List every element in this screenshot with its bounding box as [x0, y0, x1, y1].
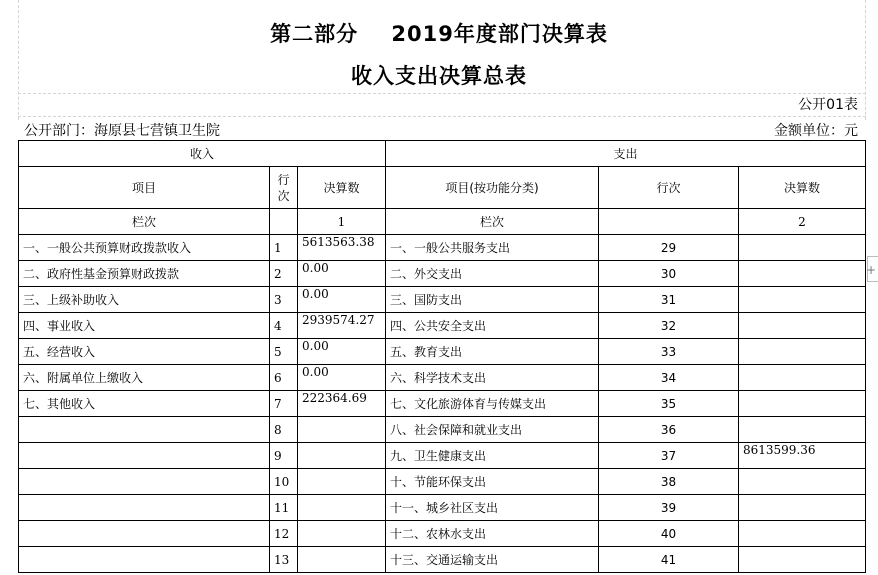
income-amount-cell[interactable]: 0.00: [298, 261, 386, 287]
income-amount-cell[interactable]: [298, 469, 386, 495]
department-label: 公开部门：海原县七营镇卫生院: [24, 123, 220, 139]
column-number-2[interactable]: 2: [739, 209, 866, 235]
income-header[interactable]: 收入: [19, 141, 386, 167]
expense-item-cell[interactable]: 九、卫生健康支出: [386, 443, 599, 469]
expense-amount-cell[interactable]: [739, 469, 866, 495]
expense-line-cell[interactable]: 34: [599, 365, 739, 391]
expense-amount-cell[interactable]: [739, 261, 866, 287]
col-item[interactable]: 项目: [19, 167, 270, 209]
expense-line-cell[interactable]: 41: [599, 547, 739, 573]
table-row: [19, 313, 866, 339]
income-line-cell[interactable]: 7: [270, 391, 298, 417]
table-header-row: [19, 141, 866, 167]
expense-item-cell[interactable]: 六、科学技术支出: [386, 365, 599, 391]
income-item-cell[interactable]: 五、经营收入: [19, 339, 270, 365]
income-amount-cell[interactable]: [298, 547, 386, 573]
income-item-cell[interactable]: [19, 417, 270, 443]
income-line-cell[interactable]: 2: [270, 261, 298, 287]
income-amount-cell[interactable]: [298, 417, 386, 443]
income-item-cell[interactable]: [19, 469, 270, 495]
expense-amount-cell[interactable]: [739, 365, 866, 391]
table-row: [19, 339, 866, 365]
table-row: [19, 391, 866, 417]
income-line-cell[interactable]: 3: [270, 287, 298, 313]
column-label[interactable]: 栏次: [19, 209, 270, 235]
income-line-cell[interactable]: 5: [270, 339, 298, 365]
table-row: [19, 261, 866, 287]
table-row: [19, 495, 866, 521]
expense-amount-cell[interactable]: [739, 417, 866, 443]
income-line-cell[interactable]: 1: [270, 235, 298, 261]
expense-amount-cell[interactable]: 8613599.36: [739, 443, 866, 469]
expense-item-cell[interactable]: 一、一般公共服务支出: [386, 235, 599, 261]
income-line-cell[interactable]: 12: [270, 521, 298, 547]
col-amount-2[interactable]: 决算数: [739, 167, 866, 209]
income-line-cell[interactable]: 4: [270, 313, 298, 339]
expense-item-cell[interactable]: 二、外交支出: [386, 261, 599, 287]
income-amount-cell[interactable]: [298, 495, 386, 521]
expense-line-cell[interactable]: 33: [599, 339, 739, 365]
expense-line-cell[interactable]: 31: [599, 287, 739, 313]
col-amount[interactable]: 决算数: [298, 167, 386, 209]
income-line-cell[interactable]: 9: [270, 443, 298, 469]
expense-line-cell[interactable]: 36: [599, 417, 739, 443]
expense-line-cell[interactable]: 38: [599, 469, 739, 495]
expense-amount-cell[interactable]: [739, 235, 866, 261]
income-amount-cell[interactable]: 0.00: [298, 339, 386, 365]
income-amount-cell[interactable]: [298, 443, 386, 469]
table-row: [19, 417, 866, 443]
report-title: 第二部分 2019年度部门决算表: [270, 22, 608, 46]
income-amount-cell[interactable]: [298, 521, 386, 547]
income-line-cell[interactable]: 13: [270, 547, 298, 573]
expense-line-cell[interactable]: 30: [599, 261, 739, 287]
expense-item-cell[interactable]: 十二、农林水支出: [386, 521, 599, 547]
expense-item-cell[interactable]: 四、公共安全支出: [386, 313, 599, 339]
budget-table: [18, 140, 866, 573]
column-number-row: [19, 209, 866, 235]
col-row-no[interactable]: 行 次: [270, 167, 298, 209]
expense-item-cell[interactable]: 三、国防支出: [386, 287, 599, 313]
expense-line-cell[interactable]: 29: [599, 235, 739, 261]
form-code: 公开01表: [798, 97, 858, 113]
table-row: [19, 235, 866, 261]
income-line-cell[interactable]: 8: [270, 417, 298, 443]
income-item-cell[interactable]: 二、政府性基金预算财政拨款: [19, 261, 270, 287]
income-amount-cell[interactable]: 222364.69: [298, 391, 386, 417]
table-header-row: [19, 167, 866, 209]
gridline: [18, 93, 866, 94]
expense-line-cell[interactable]: 40: [599, 521, 739, 547]
table-row: [19, 365, 866, 391]
expense-item-cell[interactable]: 十一、城乡社区支出: [386, 495, 599, 521]
income-item-cell[interactable]: [19, 547, 270, 573]
income-item-cell[interactable]: [19, 495, 270, 521]
expense-item-cell[interactable]: 七、文化旅游体育与传媒支出: [386, 391, 599, 417]
expense-line-cell[interactable]: 32: [599, 313, 739, 339]
expense-amount-cell[interactable]: [739, 495, 866, 521]
gridline: [18, 116, 866, 117]
income-line-cell[interactable]: 10: [270, 469, 298, 495]
expense-item-cell[interactable]: 五、教育支出: [386, 339, 599, 365]
income-item-cell[interactable]: 六、附属单位上缴收入: [19, 365, 270, 391]
col-row-no-2[interactable]: 行次: [599, 167, 739, 209]
table-row: [19, 469, 866, 495]
expense-amount-cell[interactable]: [739, 547, 866, 573]
income-item-cell[interactable]: 七、其他收入: [19, 391, 270, 417]
expense-item-cell[interactable]: 八、社会保障和就业支出: [386, 417, 599, 443]
income-amount-cell[interactable]: 0.00: [298, 365, 386, 391]
table-row: [19, 287, 866, 313]
income-amount-cell[interactable]: 5613563.38: [298, 235, 386, 261]
expense-line-cell[interactable]: 37: [599, 443, 739, 469]
expand-plus-icon[interactable]: +: [865, 263, 876, 277]
expense-line-cell[interactable]: 35: [599, 391, 739, 417]
income-item-cell[interactable]: 一、一般公共预算财政拨款收入: [19, 235, 270, 261]
expense-amount-cell[interactable]: [739, 287, 866, 313]
income-line-cell[interactable]: 6: [270, 365, 298, 391]
income-amount-cell[interactable]: 0.00: [298, 287, 386, 313]
column-number-1[interactable]: 1: [298, 209, 386, 235]
expense-amount-cell[interactable]: [739, 521, 866, 547]
expense-item-cell[interactable]: 十三、交通运输支出: [386, 547, 599, 573]
empty-cell[interactable]: [599, 209, 739, 235]
expense-header[interactable]: 支出: [386, 141, 866, 167]
empty-cell[interactable]: [270, 209, 298, 235]
expense-item-cell[interactable]: 十、节能环保支出: [386, 469, 599, 495]
col-item-func[interactable]: 项目(按功能分类): [386, 167, 599, 209]
income-item-cell[interactable]: [19, 443, 270, 469]
expense-line-cell[interactable]: 39: [599, 495, 739, 521]
expense-amount-cell[interactable]: [739, 391, 866, 417]
expense-amount-cell[interactable]: [739, 339, 866, 365]
income-line-cell[interactable]: 11: [270, 495, 298, 521]
table-row: [19, 521, 866, 547]
table-row: [19, 547, 866, 573]
income-item-cell[interactable]: 三、上级补助收入: [19, 287, 270, 313]
report-subtitle: 收入支出决算总表: [351, 64, 527, 88]
income-item-cell[interactable]: 四、事业收入: [19, 313, 270, 339]
expense-amount-cell[interactable]: [739, 313, 866, 339]
column-label-2[interactable]: 栏次: [386, 209, 599, 235]
table-row: [19, 443, 866, 469]
income-item-cell[interactable]: [19, 521, 270, 547]
unit-label: 金额单位：元: [774, 123, 858, 139]
income-amount-cell[interactable]: 2939574.27: [298, 313, 386, 339]
